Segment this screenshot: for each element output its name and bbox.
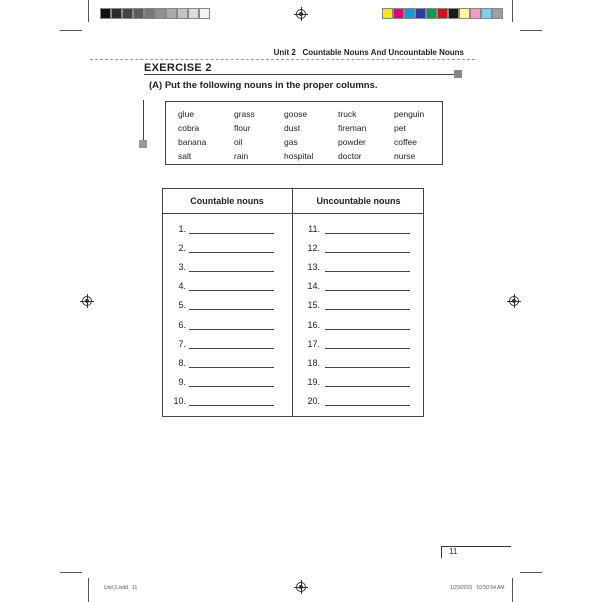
color-swatch [426, 8, 437, 19]
uncountable-answer-number: 13. [307, 262, 320, 273]
countable-answer-blank[interactable] [189, 271, 274, 272]
uncountable-answer-blank[interactable] [325, 367, 410, 368]
uncountable-answer-number: 11. [308, 224, 320, 234]
countable-answer-number: 5. [178, 300, 186, 311]
uncountable-answer-blank[interactable] [325, 329, 410, 330]
word-bank-item: oil [234, 137, 243, 147]
uncountable-answer-blank[interactable] [325, 233, 410, 234]
uncountable-answer-blank[interactable] [325, 405, 410, 406]
gray-swatch [199, 8, 210, 19]
page-number: 11 [449, 547, 458, 556]
countable-answer-blank[interactable] [189, 386, 274, 387]
color-swatch [470, 8, 481, 19]
slug-file-name: Unit 2.indd 11 [104, 585, 138, 591]
running-head: Unit 2 Countable Nouns And Uncountable Nouns [273, 48, 464, 57]
slug-timestamp: 1/29/2015 10:50:54 AM [450, 585, 505, 591]
uncountable-answer-blank[interactable] [325, 309, 410, 310]
title-rule [144, 74, 458, 75]
uncountable-answer-number: 15. [307, 300, 320, 311]
exercise-title: EXERCISE 2 [144, 62, 212, 74]
uncountable-answer-number: 12. [307, 243, 320, 254]
countable-answer-blank[interactable] [189, 329, 274, 330]
side-rule [143, 100, 144, 144]
gray-swatch [111, 8, 122, 19]
title-square-marker [454, 70, 462, 78]
countable-answer-blank[interactable] [189, 367, 274, 368]
color-swatch [492, 8, 503, 19]
uncountable-answer-number: 16. [307, 319, 320, 330]
countable-answer-number: 2. [178, 243, 186, 254]
countable-nouns-header: Countable nouns [190, 196, 264, 206]
registration-mark-bottom-icon [296, 582, 306, 592]
word-bank-item: pet [394, 123, 406, 133]
exercise-instruction: (A) Put the following nouns in the proper columns. [149, 80, 378, 91]
uncountable-answer-blank[interactable] [325, 252, 410, 253]
registration-mark-right-icon [509, 296, 519, 306]
word-bank-item: fireman [338, 123, 367, 133]
countable-answer-blank[interactable] [189, 348, 274, 349]
color-swatch [459, 8, 470, 19]
word-bank-item: glue [178, 109, 195, 119]
uncountable-answer-number: 14. [307, 281, 320, 292]
crop-mark-bottom-right-h [520, 572, 542, 573]
word-bank-item: salt [178, 151, 192, 161]
countable-answer-number: 1. [178, 224, 186, 234]
countable-answer-number: 4. [178, 281, 186, 292]
word-bank-item: truck [338, 109, 357, 119]
uncountable-answer-number: 19. [307, 376, 320, 387]
gray-swatch [155, 8, 166, 19]
word-bank-item: penguin [394, 109, 425, 119]
countable-answer-number: 6. [178, 319, 186, 330]
side-square-marker [139, 140, 147, 148]
word-bank-item: banana [178, 137, 207, 147]
countable-answer-number: 10. [173, 395, 186, 406]
countable-answer-blank[interactable] [189, 405, 274, 406]
countable-answer-number: 8. [178, 357, 186, 368]
gray-swatch [100, 8, 111, 19]
answer-table [162, 188, 424, 417]
word-bank-item: flour [234, 123, 251, 133]
countable-answer-blank[interactable] [189, 233, 274, 234]
header-rule [90, 59, 475, 60]
word-bank-item: powder [338, 137, 366, 147]
color-swatch [481, 8, 492, 19]
gray-swatch [166, 8, 177, 19]
gray-swatch [133, 8, 144, 19]
countable-answer-blank[interactable] [189, 309, 274, 310]
countable-answer-number: 7. [178, 338, 186, 349]
color-swatch [404, 8, 415, 19]
word-bank-item: coffee [394, 137, 418, 147]
uncountable-answer-number: 17. [307, 338, 320, 349]
gray-swatch [177, 8, 188, 19]
countable-answer-number: 9. [178, 376, 186, 387]
uncountable-answer-number: 18. [307, 357, 320, 368]
crop-mark-top-right-h [520, 30, 542, 31]
crop-mark-bottom-left-h [60, 572, 82, 573]
registration-mark-left-icon [82, 296, 92, 306]
word-bank-item: dust [284, 123, 301, 133]
color-swatch [393, 8, 404, 19]
uncountable-answer-blank[interactable] [325, 271, 410, 272]
word-bank-item: gas [284, 137, 298, 147]
grayscale-color-bar [100, 8, 210, 19]
uncountable-answer-blank[interactable] [325, 290, 410, 291]
word-bank-item: rain [234, 151, 249, 161]
crop-mark-top-left-h [60, 30, 82, 31]
color-swatch [415, 8, 426, 19]
gray-swatch [188, 8, 199, 19]
gray-swatch [122, 8, 133, 19]
uncountable-nouns-header: Uncountable nouns [316, 196, 401, 206]
word-bank-item: nurse [394, 151, 416, 161]
crop-mark-top-right [512, 0, 513, 22]
countable-answer-blank[interactable] [189, 290, 274, 291]
table-header-divider [162, 213, 424, 214]
countable-answer-number: 3. [178, 262, 186, 273]
word-bank-item: doctor [338, 151, 362, 161]
crop-mark-top-left [88, 0, 89, 22]
crop-mark-bottom-left [88, 578, 89, 602]
color-swatch [382, 8, 393, 19]
uncountable-answer-number: 20. [307, 395, 320, 406]
crop-mark-bottom-right [512, 578, 513, 602]
cmyk-color-bar [382, 8, 503, 19]
table-column-divider [292, 188, 293, 417]
word-bank-item: grass [234, 109, 255, 119]
color-swatch [448, 8, 459, 19]
uncountable-answer-blank[interactable] [325, 386, 410, 387]
countable-answer-blank[interactable] [189, 252, 274, 253]
word-bank-item: goose [284, 109, 308, 119]
uncountable-answer-blank[interactable] [325, 348, 410, 349]
registration-mark-top-icon [296, 9, 306, 19]
gray-swatch [144, 8, 155, 19]
word-bank-item: hospital [284, 151, 314, 161]
color-swatch [437, 8, 448, 19]
word-bank-item: cobra [178, 123, 200, 133]
